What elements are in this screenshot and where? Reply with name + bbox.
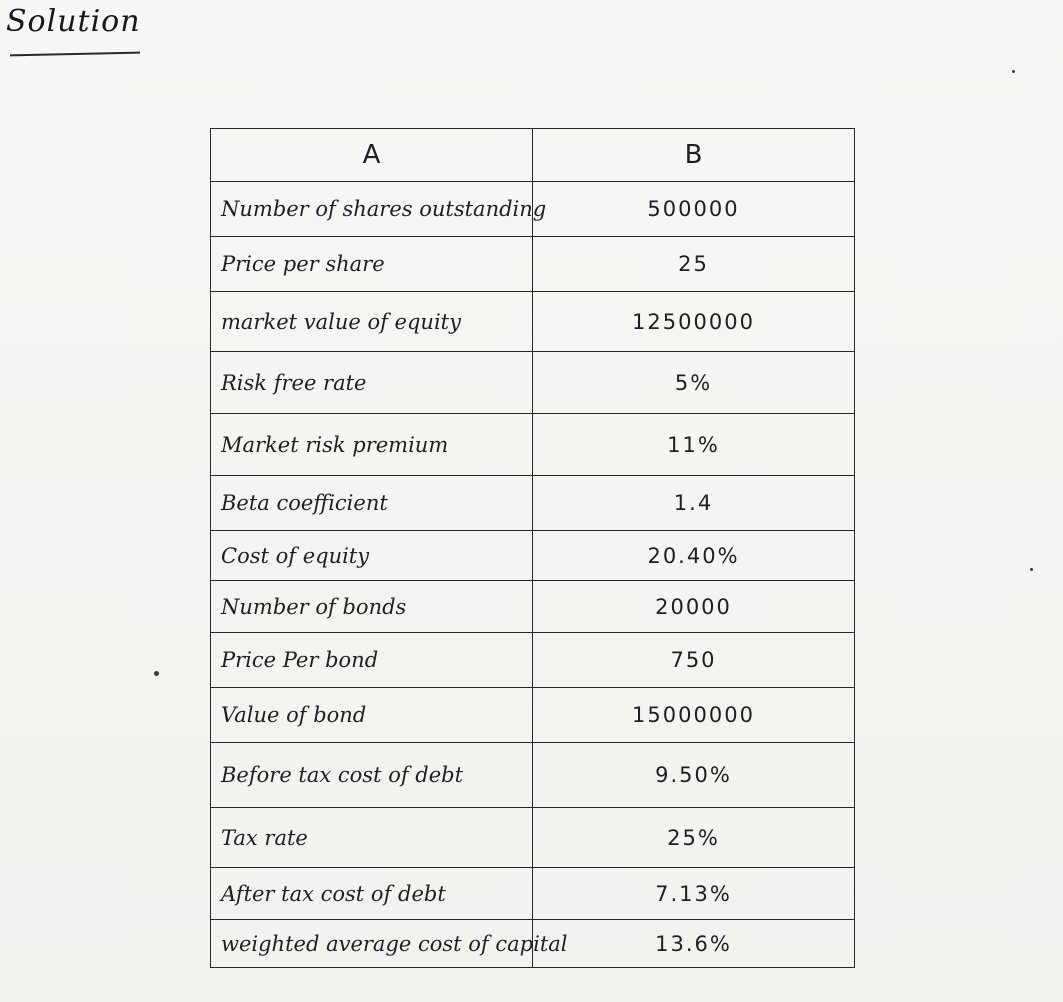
row-value: 15000000 xyxy=(533,688,855,743)
row-value: 750 xyxy=(533,633,855,688)
solution-table xyxy=(210,128,855,968)
row-value: 20.40% xyxy=(533,531,855,581)
column-header-a: A xyxy=(211,129,533,182)
row-label: Value of bond xyxy=(211,688,533,743)
row-value: 12500000 xyxy=(533,292,855,352)
stray-dot xyxy=(1030,568,1033,571)
table-row xyxy=(211,292,855,352)
table-header-row xyxy=(211,129,855,182)
row-value: 1.4 xyxy=(533,476,855,531)
page-title: Solution xyxy=(6,4,141,39)
table-row xyxy=(211,743,855,808)
table-row xyxy=(211,414,855,476)
table-row xyxy=(211,182,855,237)
row-label: Cost of equity xyxy=(211,531,533,581)
row-label: Risk free rate xyxy=(211,352,533,414)
row-label: Before tax cost of debt xyxy=(211,743,533,808)
row-label: Beta coefficient xyxy=(211,476,533,531)
solution-table-container xyxy=(210,128,855,1002)
table-row xyxy=(211,352,855,414)
row-value: 9.50% xyxy=(533,743,855,808)
row-value: 25% xyxy=(533,808,855,868)
column-header-b: B xyxy=(533,129,855,182)
table-row xyxy=(211,581,855,633)
row-value: 7.13% xyxy=(533,868,855,920)
table-row xyxy=(211,920,855,968)
table-row xyxy=(211,476,855,531)
row-label: Price Per bond xyxy=(211,633,533,688)
row-label: Number of bonds xyxy=(211,581,533,633)
row-label: After tax cost of debt xyxy=(211,868,533,920)
table-row xyxy=(211,633,855,688)
stray-dot xyxy=(1012,70,1015,73)
table-row xyxy=(211,688,855,743)
row-label: Number of shares outstanding xyxy=(211,182,533,237)
row-value: 13.6% xyxy=(533,920,855,968)
table-row xyxy=(211,237,855,292)
row-value: 11% xyxy=(533,414,855,476)
table-row xyxy=(211,531,855,581)
row-value: 5% xyxy=(533,352,855,414)
row-label: Tax rate xyxy=(211,808,533,868)
row-label: weighted average cost of capital xyxy=(211,920,533,968)
row-label: market value of equity xyxy=(211,292,533,352)
table-row xyxy=(211,808,855,868)
row-value: 20000 xyxy=(533,581,855,633)
row-value: 25 xyxy=(533,237,855,292)
row-value: 500000 xyxy=(533,182,855,237)
table-row xyxy=(211,868,855,920)
row-label: Price per share xyxy=(211,237,533,292)
row-label: Market risk premium xyxy=(211,414,533,476)
stray-dot xyxy=(154,671,159,676)
title-underline xyxy=(10,52,140,57)
